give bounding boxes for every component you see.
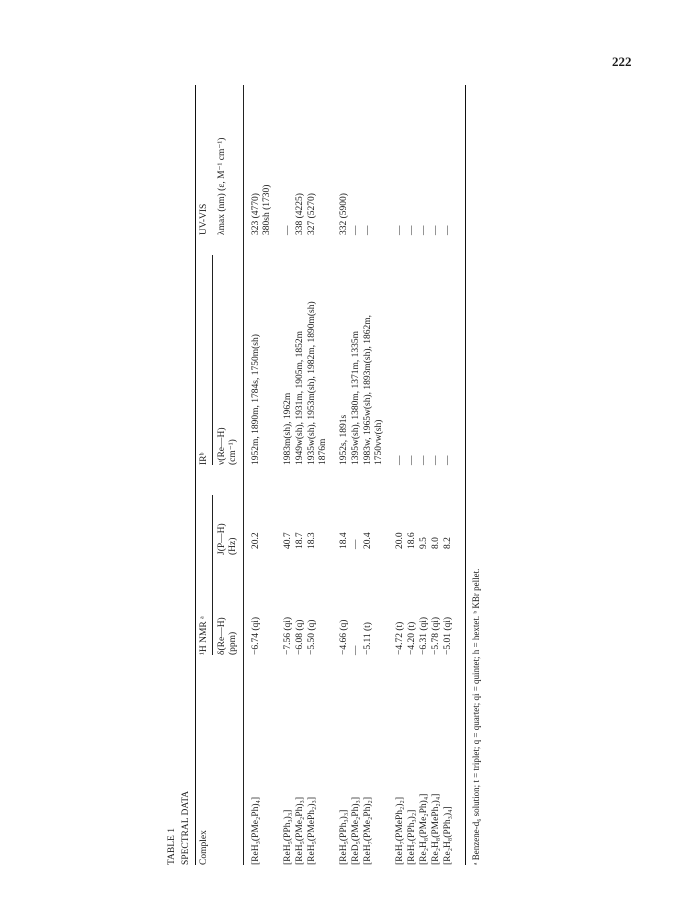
cell-jph: 18.6 [407,532,417,549]
header-jph: J(P—H) [217,523,227,555]
cell-ir: 1750vw(sh) [374,419,384,465]
cell-ir: — [407,455,417,465]
cell-complex: [Re₂H₈(PMe₂Ph)₄] [419,793,429,865]
header-delta: δ(Re—H) [217,617,227,655]
cell-uv: 323 (4770) [251,193,261,235]
header-ir: IRᵇ [199,452,209,465]
cell-ir: 1935w(sh), 1953m(sh), 1982m, 1890m(sh) [307,301,317,465]
cell-delta: −6.74 (qi) [251,616,261,655]
cell-jph: 20.4 [363,532,373,549]
cell-complex: [ReH₇(PMePh₂)₂] [395,797,405,865]
cell-delta: −6.08 (q) [295,619,305,655]
footnote: ᵃ Benzene-d₆ solution; t = triplet; q = quartet; qi = quintet; h = hextet. ᵇ KBr pellet. [471,568,481,865]
cell-uv: — [351,225,361,235]
cell-complex: [Re₂H₈(PMePh₂)₄] [431,793,441,865]
cell-delta: −4.66 (q) [339,619,349,655]
cell-uv: 327 (5270) [307,193,317,235]
header-lambda: λmax (nm) (ε, M⁻¹ cm⁻¹) [217,137,227,235]
cell-delta: −6.31 (qi) [419,616,429,655]
cell-complex: [ReD₅(PMe₂Ph)₃] [351,797,361,865]
cell-uv: 380sh (1730) [262,184,272,235]
cell-delta: −4.72 (t) [395,621,405,655]
cell-uv: — [443,225,453,235]
cell-ir: — [443,455,453,465]
cell-jph: 8.2 [443,537,453,549]
header-nmr: ¹H NMR ᵃ [199,616,209,655]
table-label: TABLE 1 [167,828,177,865]
cell-jph: 8.0 [431,537,441,549]
cell-ir: 1395w(sh), 1380m, 1371m, 1335m [351,330,361,465]
cell-delta: −5.78 (qi) [431,616,441,655]
cell-ir: 1983w, 1965w(sh), 1893m(sh), 1862m, [363,314,373,465]
cell-jph: 20.2 [251,532,261,549]
cell-jph: 18.4 [339,532,349,549]
cell-ir: — [419,455,429,465]
cell-uv: — [283,225,293,235]
header-jph-unit: (Hz) [228,537,238,555]
cell-jph: 18.3 [307,532,317,549]
cell-uv: — [363,225,373,235]
cell-uv: 332 (5900) [339,193,349,235]
cell-complex: [ReH₇(PPh₃)₂] [407,809,417,865]
cell-complex: [Re₂H₈(PPh₃)₄] [443,806,453,865]
cell-jph: 18.7 [295,532,305,549]
cell-ir: 1949w(sh), 1931m, 1905m, 1852m [295,330,305,465]
cell-uv: — [395,225,405,235]
cell-uv: 338 (4225) [295,193,305,235]
header-nu: ν(Re—H) [217,427,227,465]
cell-delta: −5.11 (t) [363,622,373,655]
cell-complex: [ReH₃(PMe₂Ph)₄] [251,797,261,865]
cell-ir: 1952m, 1890m, 1784s, 1750m(sh) [251,334,261,465]
table-title: SPECTRAL DATA [181,790,191,865]
page-number: 222 [612,54,632,69]
cell-delta: — [351,645,361,655]
cell-complex: [ReH₅(PMePh₂)₃] [307,797,317,865]
cell-ir: — [395,455,405,465]
cell-delta: −5.01 (qi) [443,616,453,655]
cell-ir: 1876m [318,438,328,465]
header-uv: UV-VIS [199,203,209,235]
cell-delta: −4.20 (t) [407,621,417,655]
cell-jph: 40.7 [283,532,293,549]
header-complex: Complex [199,830,209,865]
cell-jph: 20.0 [395,532,405,549]
header-nu-unit: (cm⁻¹) [228,439,238,465]
cell-ir: 1983m(sh), 1962m [283,392,293,465]
cell-complex: [ReH₇(PMe₂Ph)₂] [363,797,373,865]
cell-complex: [ReH₅(PMe₂Ph)₃] [295,797,305,865]
cell-uv: — [407,225,417,235]
cell-uv: — [419,225,429,235]
cell-delta: −5.50 (q) [307,619,317,655]
cell-delta: −7.56 (qi) [283,616,293,655]
cell-ir: 1952s, 1891s [339,414,349,465]
cell-ir: — [431,455,441,465]
cell-jph: 9.5 [419,537,429,549]
header-delta-unit: (ppm) [228,631,238,655]
cell-complex: [ReH₅(PPh₃)₃] [283,809,293,865]
cell-uv: — [431,225,441,235]
cell-complex: [ReH₅(PPh₃)₃] [339,809,349,865]
spectral-table [165,85,495,865]
cell-jph: — [351,539,361,549]
